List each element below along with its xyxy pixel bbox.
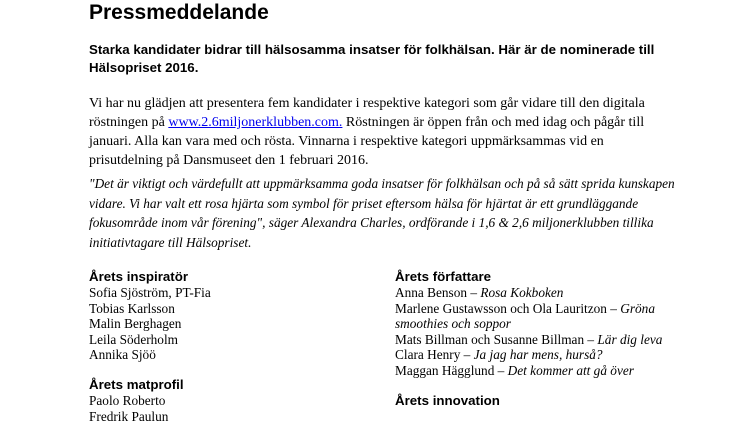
forfattare-heading: Årets författare (395, 269, 492, 284)
matprofil-list (89, 393, 359, 424)
intro-text-before: Vi har nu glädjen att presentera fem kandidater i respektive kategori som går vidare till den digitala röstningen på (89, 96, 645, 130)
inspirator-list (89, 285, 359, 363)
list-item: Malin Berghagen (89, 316, 182, 332)
list-item: Marlene Gustawsson och Ola Lauritzon – Gröna smoothies och soppor (395, 300, 655, 332)
list-item: Mats Billman och Susanne Billman – Lär dig leva (395, 331, 663, 347)
website-link[interactable]: www.2.6miljonerklubben.com. (168, 115, 343, 130)
lead-paragraph: Starka kandidater bidrar till hälsosamma insatser för folkhälsan. Här är de nominerade till Hälsopriset 2016. (89, 42, 655, 75)
right-column (395, 268, 665, 409)
list-item: Paolo Roberto (89, 392, 166, 408)
page-title: Pressmeddelande (89, 1, 269, 24)
list-item: Sofia Sjöström, PT-Fia (89, 285, 211, 300)
intro-paragraph (89, 94, 679, 170)
list-item: Maggan Hägglund – Det kommer att gå över (395, 362, 634, 378)
matprofil-heading: Årets matprofil (89, 376, 184, 392)
left-column (89, 268, 359, 424)
list-item: Annika Sjöö (89, 347, 156, 363)
forfattare-list (395, 285, 665, 379)
list-item: Fredrik Paulun (89, 408, 169, 424)
list-item: Leila Söderholm (89, 331, 178, 347)
quote-paragraph: "Det är viktigt och värdefullt att uppmärksamma goda insatser för folkhälsan och på så sätt sprida kunskapen vidare. Vi har valt ett rosa hjärta som symbol för priset eftersom hälsa för hjärtat är ett grundläggande fokusområde inom vår förening", säger Alexandra Charles, ordförande i 1,6 & 2,6 miljonerklubben tillika initiativtagare till Hälsopriset. (89, 176, 675, 250)
innovation-heading: Årets innovation (395, 392, 500, 408)
list-item: Tobias Karlsson (89, 300, 175, 316)
inspirator-heading: Årets inspiratör (89, 269, 189, 284)
list-item: Clara Henry – Ja jag har mens, hurså? (395, 347, 603, 363)
list-item: Anna Benson – Rosa Kokboken (395, 285, 564, 300)
intro-text-after: Röstningen är öppen från och med idag och pågår till januari. Alla kan vara med och rösta. Vinnarna i respektive kategori uppmärksammas vid en prisutdelning på Dansmuseet den 1 februari 2016. (89, 115, 645, 168)
